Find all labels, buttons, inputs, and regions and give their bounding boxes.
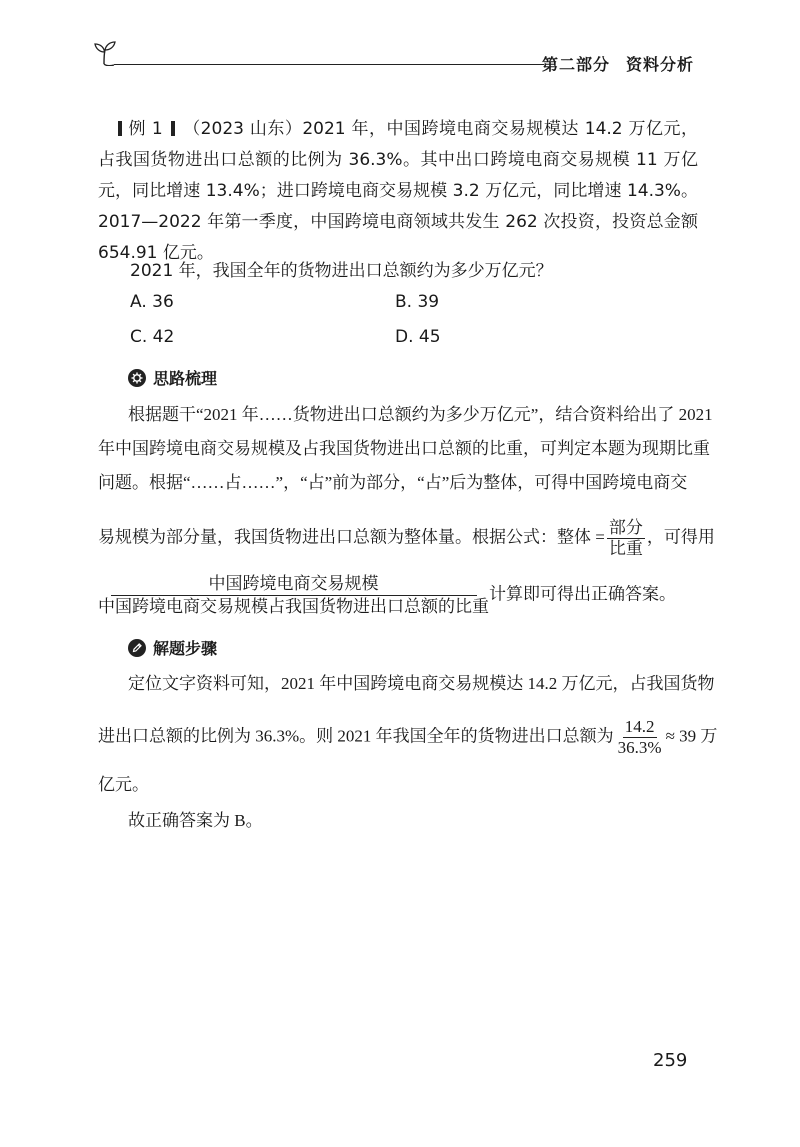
example-paragraph [98,114,698,269]
solution-line-3: 亿元。 [98,775,149,794]
calculation-fraction [98,574,489,617]
option-d: D. 45 [395,327,441,347]
thinking-line-4-text: 易规模为部分量，我国货物进出口总额为整体量。根据公式：整体 = [98,527,605,547]
thinking-line-4 [98,519,715,558]
example-text: 2021 年，中国跨境电商交易规模达 14.2 万亿元，占我国货物进出口总额的比例为 36.3%。其中出口跨境电商交易规模 11 万亿元，同比增速 13.4%；进口跨境电商交易规模 3.2 万亿元，同比增速 14.3%。2017—2022 年第一季度，中国跨境电商领域共发生 262 次投资，投资总金额 654.91 亿元。 [98,119,698,263]
option-c: C. 42 [130,327,175,347]
formula-numerator: 部分 [608,518,643,537]
calculation-denominator: 中国跨境电商交易规模占我国货物进出口总额的比重 [98,597,489,616]
calculation-numerator: 中国跨境电商交易规模 [111,574,477,596]
whole-formula-fraction [607,519,645,558]
pen-icon [128,639,146,657]
header-divider [114,64,544,65]
thinking-heading [128,366,217,389]
thinking-line-2: 年中国跨境电商交易规模及占我国货物进出口总额的比重，可判定本题为现期比重 [98,439,710,458]
page-header [92,38,700,78]
answer-numerator: 14.2 [624,717,655,736]
formula-denominator: 比重 [608,539,643,558]
thinking-line-4-tail: ，可得用 [646,527,715,547]
thinking-line-3: 问题。根据“……占……”，“占”前为部分，“占”后为整体，可得中国跨境电商交 [98,473,688,492]
example-tag-left-bar [118,121,122,136]
part-label: 第二部分 [541,55,610,74]
solution-line-2-tail: ≈ 39 万 [665,726,718,746]
solution-line-1: 定位文字资料可知，2021 年中国跨境电商交易规模达 14.2 万亿元，占我国货物 [128,674,715,693]
gear-icon [128,369,146,387]
option-b: B. 39 [395,292,440,312]
answer-fraction [616,718,664,757]
thinking-line-1: 根据题干“2021 年……货物进出口总额约为多少万亿元”，结合资料给出了 2021 [128,405,713,424]
example-label: 例 1 [128,119,163,139]
section-title [542,52,694,75]
solution-heading [128,636,217,659]
thinking-line-5 [98,574,676,617]
solution-line-2 [98,718,717,757]
question-text: 2021 年，我国全年的货物进出口总额约为多少万亿元？ [130,261,553,281]
sprout-icon [92,40,122,66]
solution-heading-label: 解题步骤 [153,639,218,658]
page-number: 259 [653,1050,688,1071]
example-source: （2023 山东） [182,119,303,139]
answer-denominator: 36.3% [617,738,662,757]
solution-line-2-text: 进出口总额的比例为 36.3%。则 2021 年我国全年的货物进出口总额为 [98,726,614,746]
section-label: 资料分析 [625,55,694,74]
thinking-line-5-tail: 计算即可得出正确答案。 [489,584,676,604]
solution-conclusion: 故正确答案为 B。 [128,811,263,830]
option-a: A. 36 [130,292,174,312]
thinking-heading-label: 思路梳理 [153,369,218,388]
example-tag-right-bar [171,121,175,136]
